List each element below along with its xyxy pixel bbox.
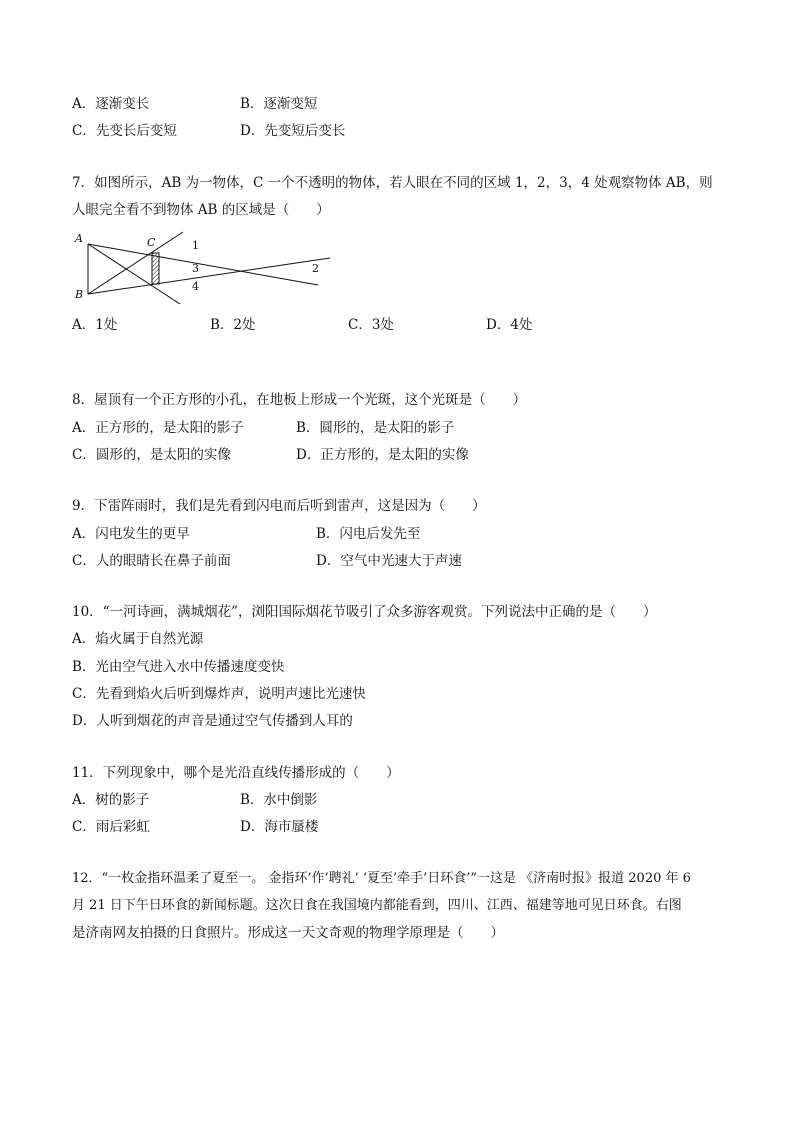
q7-option-b: B．2处 — [210, 317, 256, 333]
q7-option-d: D．4处 — [486, 317, 533, 333]
q7-region-1: 1 — [192, 239, 199, 252]
q11-option-a: A．树的影子 — [72, 792, 150, 808]
q12-stem-line2: 月 21 日下午日环食的新闻标题。这次日食在我国境内都能看到，四川、江西、福建等地可见日环食。右图 — [72, 898, 682, 913]
q7-option-a: A．1处 — [72, 317, 118, 333]
q6-option-c: C．先变长后变短 — [72, 123, 177, 139]
q7-option-c: C．3处 — [348, 317, 394, 333]
q7-label-a: A — [75, 232, 83, 245]
q7-region-2: 2 — [312, 262, 319, 275]
q11-option-b: B．水中倒影 — [240, 792, 318, 808]
q9-option-b: B．闪电后发先至 — [316, 526, 421, 542]
q9-option-a: A．闪电发生的更早 — [72, 526, 190, 542]
q8-option-d: D．正方形的，是太阳的实像 — [296, 447, 469, 463]
q10-option-d: D．人听到烟花的声音是通过空气传播到人耳的 — [72, 713, 353, 729]
q8-option-b: B．圆形的，是太阳的影子 — [296, 420, 455, 436]
q10-option-c: C．先看到焰火后听到爆炸声，说明声速比光速快 — [72, 686, 366, 702]
q6-option-a: A．逐渐变长 — [72, 96, 150, 112]
q10-option-a: A．焰火属于自然光源 — [72, 631, 204, 647]
q9-stem: 9．下雷阵雨时，我们是先看到闪电而后听到雷声，这是因为（ ） — [72, 498, 486, 514]
q7-diagram — [72, 228, 334, 304]
q12-stem-line3: 是济南网友拍摄的日食照片。形成这一天文奇观的物理学原理是（ ） — [72, 925, 504, 941]
q11-option-c: C．雨后彩虹 — [72, 819, 150, 835]
q10-stem: 10．“一河诗画，满城烟花”，浏阳国际烟花节吸引了众多游客观赏。下列说法中正确的是（ ） — [72, 604, 657, 620]
q7-stem-line2: 人眼完全看不到物体 AB 的区域是（ ） — [72, 202, 330, 218]
q6-option-d: D．先变短后变长 — [240, 123, 346, 139]
q7-label-b: B — [75, 288, 84, 301]
q7-label-c: C — [147, 236, 156, 249]
q7-region-4: 4 — [192, 280, 199, 293]
q9-option-d: D．空气中光速大于声速 — [316, 553, 462, 569]
q8-option-c: C．圆形的，是太阳的实像 — [72, 447, 231, 463]
q10-option-b: B．光由空气进入水中传播速度变快 — [72, 659, 285, 675]
q11-stem: 11．下列现象中，哪个是光沿直线传播形成的（ ） — [72, 765, 400, 781]
q8-option-a: A．正方形的，是太阳的影子 — [72, 420, 244, 436]
q12-stem-line1: 12．“一枚金指环温柔了夏至一。 金指环’作’聘礼’ ‘夏至’牵手’日环食’”一这是 《济南时报》报道 2020 年 6 — [72, 871, 691, 886]
q6-option-b: B．逐渐变短 — [240, 96, 318, 112]
q9-option-c: C．人的眼睛长在鼻子前面 — [72, 553, 231, 569]
q7-region-3: 3 — [192, 262, 199, 275]
q7-stem-line1: 7．如图所示，AB 为一物体，C 一个不透明的物体，若人眼在不同的区域 1，2，3，4 处观察物体 AB，则 — [72, 175, 713, 191]
q8-stem: 8．屋顶有一个正方形的小孔，在地板上形成一个光斑，这个光斑是（ ） — [72, 392, 527, 408]
q7-diagram-lines — [88, 232, 330, 304]
q11-option-d: D．海市蜃楼 — [240, 819, 319, 835]
q7-opaque-object-c — [152, 253, 159, 284]
